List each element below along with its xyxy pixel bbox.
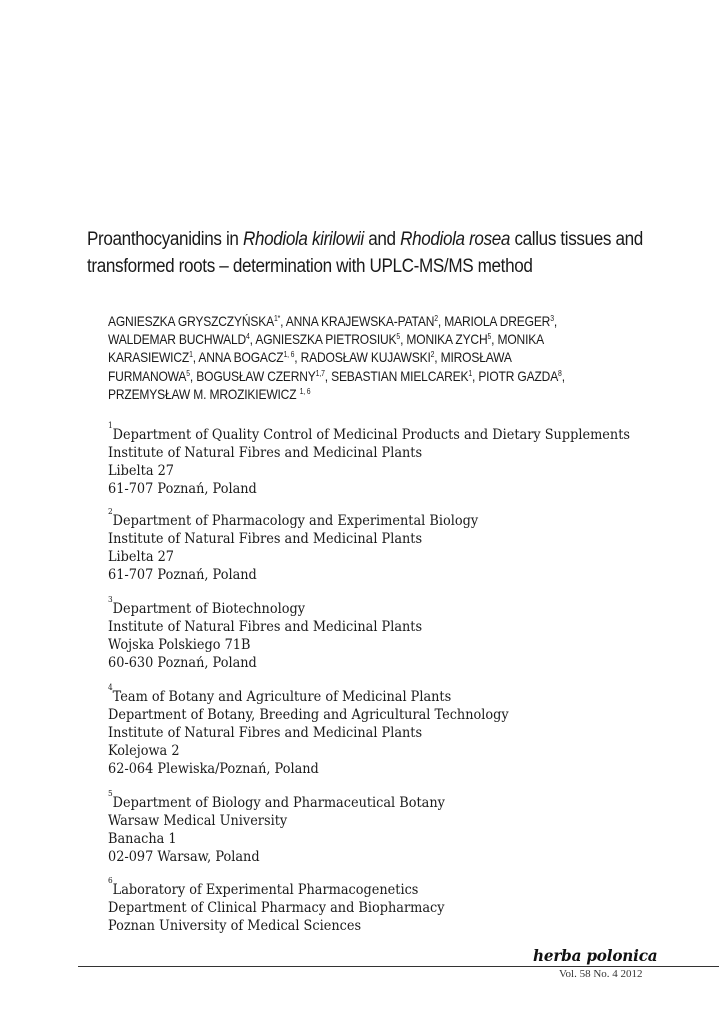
affiliation-department: Department of Biology and Pharmaceutical Botany [112, 795, 445, 811]
author-line [108, 312, 693, 330]
affiliation-institution: Poznan University of Medical Sciences [108, 918, 362, 935]
affiliation-department: Department of Clinical Pharmacy and Biopharmacy [108, 900, 445, 917]
author-separator: , [561, 367, 565, 384]
title-text: callus tissues and [510, 229, 643, 250]
affiliation-institution: Institute of Natural Fibres and Medicinal Plants [108, 725, 423, 742]
author-line [108, 367, 693, 385]
author-list [108, 312, 693, 403]
author-name: AGNIESZKA GRYSZCZYŃSKA [108, 313, 274, 329]
author-name: , MARIOLA DREGER [437, 313, 551, 329]
affiliation-city: 61-707 Poznań, Poland [108, 481, 257, 498]
affiliation-laboratory: Laboratory of Experimental Pharmacogenetics [112, 882, 419, 898]
author-name: WALDEMAR BUCHWALD [108, 331, 247, 348]
author-name: PRZEMYSŁAW M. MROZIKIEWICZ [108, 385, 300, 402]
journal-logo: herba polonica [533, 946, 658, 965]
author-affiliation-mark: 1, 6 [299, 386, 311, 396]
affiliation-institution: Institute of Natural Fibres and Medicinal Plants [108, 445, 423, 462]
author-line [108, 385, 693, 403]
affiliation-department: Department of Botany, Breeding and Agricultural Technology [108, 707, 509, 724]
affiliation-department: Department of Biotechnology [112, 601, 306, 617]
affiliation-block [108, 876, 660, 935]
author-affiliation-mark: 1,7 [315, 368, 325, 378]
author-name: , MIROSŁAWA [434, 349, 512, 366]
affiliation-department: Department of Quality Control of Medicinal Products and Dietary Supplements [112, 427, 630, 443]
affiliation-block [108, 507, 660, 584]
author-name: , SEBASTIAN MIELCAREK [324, 367, 469, 384]
affiliation-number: 2 [108, 507, 113, 517]
author-line [108, 330, 693, 348]
affiliation-city: 62-064 Plewiska/Poznań, Poland [108, 761, 319, 778]
affiliation-block [108, 789, 660, 866]
journal-volume-info: Vol. 58 No. 4 2012 [559, 968, 643, 980]
author-affiliation-mark: 1, 6 [283, 350, 295, 360]
author-affiliation-mark: 5 [487, 332, 492, 342]
author-affiliation-mark: 3 [550, 314, 554, 323]
author-affiliation-mark: 1* [273, 314, 281, 323]
affiliation-block [108, 595, 660, 672]
author-affiliation-mark: 5 [396, 332, 401, 342]
affiliation-institution: Warsaw Medical University [108, 813, 288, 830]
species-name-rosea: Rhodiola rosea [400, 229, 511, 250]
affiliation-team: Team of Botany and Agriculture of Medicinal Plants [112, 689, 452, 705]
affiliation-street: Libelta 27 [108, 463, 175, 480]
author-name: , AGNIESZKA PIETROSIUK [249, 331, 397, 348]
author-affiliation-mark: 8 [558, 368, 562, 378]
author-name: FURMANOWA [108, 367, 187, 384]
title-text: and [363, 229, 401, 250]
affiliation-street: Banacha 1 [108, 831, 177, 848]
title-text: Proanthocyanidins in [87, 229, 243, 250]
title-line-2: transformed roots – determination with UPLC-MS/MS method [87, 256, 533, 277]
affiliation-street: Kolejowa 2 [108, 743, 180, 760]
affiliation-department: Department of Pharmacology and Experimental Biology [112, 513, 479, 529]
author-name: , ANNA BOGACZ [192, 349, 284, 366]
author-name: , BOGUSŁAW CZERNY [189, 367, 316, 384]
author-name: , ANNA KRAJEWSKA-PATAN [280, 313, 435, 329]
affiliation-street: Libelta 27 [108, 549, 175, 566]
affiliation-institution: Institute of Natural Fibres and Medicinal Plants [108, 619, 423, 636]
affiliation-number: 3 [108, 595, 113, 605]
title-line-1 [87, 226, 643, 253]
affiliation-number: 1 [108, 421, 113, 431]
author-separator: , [553, 313, 558, 329]
author-name: , RADOSŁAW KUJAWSKI [294, 349, 431, 366]
affiliation-block [108, 421, 660, 498]
affiliation-block [108, 683, 660, 778]
affiliation-number: 6 [108, 876, 113, 886]
affiliation-street: Wojska Polskiego 71B [108, 637, 251, 654]
affiliation-city: 61-707 Poznań, Poland [108, 567, 257, 584]
author-affiliation-mark: 1 [189, 350, 193, 360]
author-line [108, 348, 693, 366]
author-affiliation-mark: 5 [186, 368, 190, 378]
author-affiliation-mark: 1 [468, 368, 472, 378]
author-name: , PIOTR GAZDA [471, 367, 559, 384]
author-name: KARASIEWICZ [108, 349, 190, 366]
author-affiliation-mark: 2 [434, 314, 438, 323]
affiliation-number: 5 [108, 789, 113, 799]
affiliation-institution: Institute of Natural Fibres and Medicinal Plants [108, 531, 423, 548]
author-name: , MONIKA ZYCH [400, 331, 488, 348]
author-affiliation-mark: 2 [430, 350, 435, 360]
author-name: , MONIKA [491, 331, 544, 348]
species-name-kirilowii: Rhodiola kirilowii [242, 229, 364, 250]
affiliation-city: 02-097 Warsaw, Poland [108, 849, 260, 866]
footer-divider [78, 966, 719, 967]
author-affiliation-mark: 4 [246, 332, 250, 342]
affiliation-number: 4 [108, 683, 113, 693]
affiliation-city: 60-630 Poznań, Poland [108, 655, 257, 672]
article-title [87, 226, 643, 280]
